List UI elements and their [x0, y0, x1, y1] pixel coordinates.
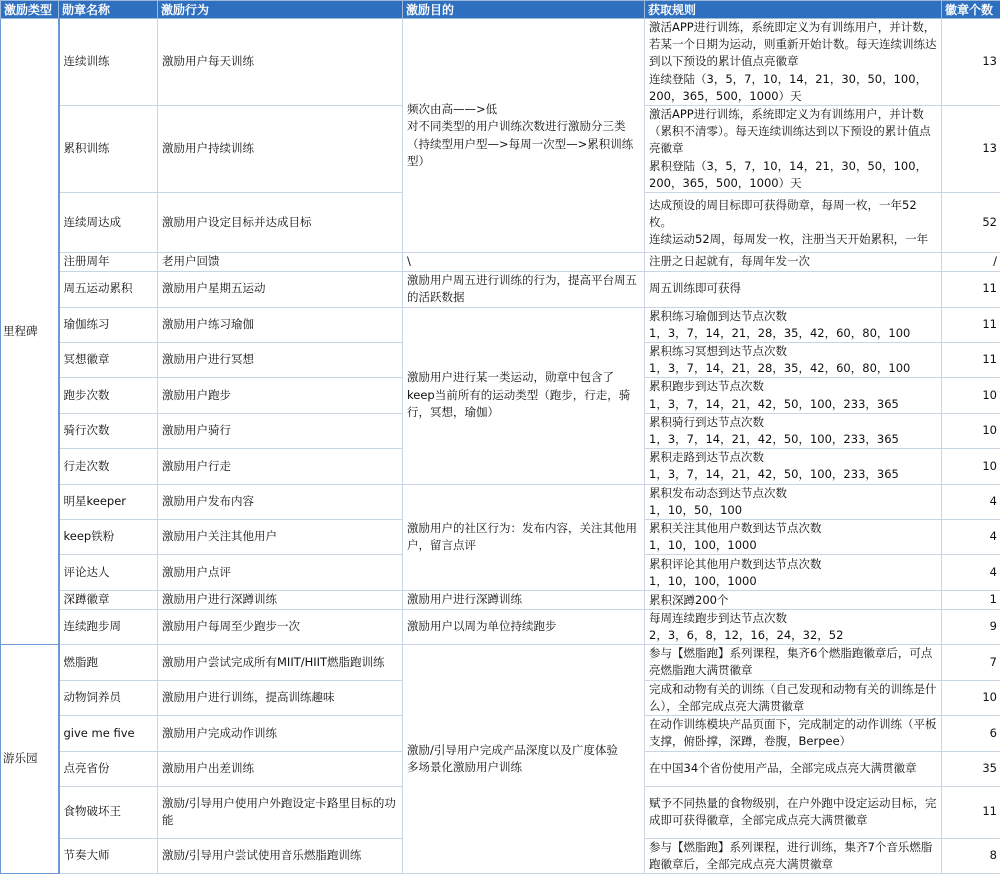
category-cell: 游乐园	[1, 645, 59, 874]
rule-cell: 累积骑行到达节点次数 1，3，7，14，21，42，50，100，233，365	[645, 413, 942, 448]
badge-name-cell: 累积训练	[59, 106, 158, 193]
rule-cell: 累积练习瑜伽到达节点次数 1，3，7，14，21，28，35，42，60，80，100	[645, 307, 942, 342]
badge-name-cell: 深蹲徽章	[59, 591, 158, 610]
badge-name-cell: 明星keeper	[59, 484, 158, 519]
rule-cell: 累积深蹲200个	[645, 591, 942, 610]
action-cell: 激励/引导用户尝试使用音乐燃脂跑训练	[158, 838, 403, 873]
badge-name-cell: keep铁粉	[59, 519, 158, 554]
purpose-cell: 激励用户的社区行为：发布内容，关注其他用户，留言点评	[403, 484, 645, 591]
action-cell: 激励用户进行训练，提高训练趣味	[158, 680, 403, 715]
action-cell: 激励用户跑步	[158, 378, 403, 413]
purpose-cell: 激励用户以周为单位持续跑步	[403, 609, 645, 644]
count-cell: 11	[942, 786, 1000, 838]
rule-cell: 累积练习冥想到达节点次数 1，3，7，14，21，28，35，42，60，80，100	[645, 342, 942, 377]
rule-cell: 达成预设的周目标即可获得勋章，每周一枚，一年52枚。 连续运动52周，每周发一枚，注册当天开始累积，一年	[645, 193, 942, 253]
action-cell: 激励用户出差训练	[158, 751, 403, 786]
action-cell: 激励用户点评	[158, 555, 403, 591]
action-cell: 激励用户尝试完成所有MIIT/HIIT燃脂跑训练	[158, 645, 403, 680]
rule-cell: 在中国34个省份使用产品，全部完成点亮大满贯徽章	[645, 751, 942, 786]
badge-name-cell: 骑行次数	[59, 413, 158, 448]
action-cell: 激励用户练习瑜伽	[158, 307, 403, 342]
header-action: 激励行为	[158, 1, 403, 19]
header-purpose: 激励目的	[403, 1, 645, 19]
action-cell: 激励用户骑行	[158, 413, 403, 448]
table-row	[1, 609, 1000, 644]
rule-cell: 累积跑步到达节点次数 1，3，7，14，21，42，50，100，233，365	[645, 378, 942, 413]
action-cell: 激励用户关注其他用户	[158, 519, 403, 554]
count-cell: 1	[942, 591, 1000, 610]
action-cell: 激励用户每周至少跑步一次	[158, 609, 403, 644]
action-cell: 激励用户星期五运动	[158, 271, 403, 307]
action-cell: 激励用户进行冥想	[158, 342, 403, 377]
badge-name-cell: 连续周达成	[59, 193, 158, 253]
rule-cell: 赋予不同热量的食物级别，在户外跑中设定运动目标，完成即可获得徽章，全部完成点亮大满贯徽章	[645, 786, 942, 838]
badge-name-cell: 瑜伽练习	[59, 307, 158, 342]
purpose-cell: 频次由高——>低 对不同类型的用户训练次数进行激励分三类 （持续型用户型—>每周一次型—>累积训练型）	[403, 19, 645, 253]
rule-cell: 激活APP进行训练，系统即定义为有训练用户，并计数，若某一个日期为运动，则重新开始计数。每天连续训练达到以下预设的累计值点亮徽章 连续登陆（3，5，7，10，14，21，30，50，100，200，365，500，1000）天	[645, 19, 942, 106]
table-row	[1, 591, 1000, 610]
count-cell: 52	[942, 193, 1000, 253]
table-row	[1, 645, 1000, 680]
action-cell: 激励用户设定目标并达成目标	[158, 193, 403, 253]
action-cell: 激励用户完成动作训练	[158, 716, 403, 751]
count-cell: 10	[942, 413, 1000, 448]
badge-name-cell: 周五运动累积	[59, 271, 158, 307]
action-cell: 老用户回馈	[158, 253, 403, 272]
category-cell: 里程碑	[1, 19, 59, 645]
count-cell: 6	[942, 716, 1000, 751]
action-cell: 激励用户发布内容	[158, 484, 403, 519]
count-cell: 10	[942, 378, 1000, 413]
table-row	[1, 253, 1000, 272]
count-cell: 9	[942, 609, 1000, 644]
badge-name-cell: 注册周年	[59, 253, 158, 272]
count-cell: 11	[942, 271, 1000, 307]
count-cell: 4	[942, 484, 1000, 519]
table-row	[1, 19, 1000, 106]
header-name: 勋章名称	[59, 1, 158, 19]
badge-name-cell: 动物饲养员	[59, 680, 158, 715]
count-cell: /	[942, 253, 1000, 272]
table-row	[1, 484, 1000, 519]
badge-name-cell: 节奏大师	[59, 838, 158, 873]
action-cell: 激励用户行走	[158, 449, 403, 484]
badge-name-cell: 连续跑步周	[59, 609, 158, 644]
badge-name-cell: 冥想徽章	[59, 342, 158, 377]
rule-cell: 累积走路到达节点次数 1，3，7，14，21，42，50，100，233，365	[645, 449, 942, 484]
action-cell: 激励/引导用户使用户外跑设定卡路里目标的功能	[158, 786, 403, 838]
badge-name-cell: 点亮省份	[59, 751, 158, 786]
count-cell: 11	[942, 307, 1000, 342]
rule-cell: 在动作训练模块产品页面下，完成制定的动作训练（平板支撑，俯卧撑，深蹲，卷腹，Berpee）	[645, 716, 942, 751]
rule-cell: 激活APP进行训练，系统即定义为有训练用户，并计数（累积不清零）。每天连续训练达到以下预设的累计值点亮徽章 累积登陆（3，5，7，10，14，21，30，50，100，200，365，500，1000）天	[645, 106, 942, 193]
purpose-cell: \	[403, 253, 645, 272]
action-cell: 激励用户持续训练	[158, 106, 403, 193]
rule-cell: 周五训练即可获得	[645, 271, 942, 307]
count-cell: 35	[942, 751, 1000, 786]
badge-name-cell: 燃脂跑	[59, 645, 158, 680]
rule-cell: 每周连续跑步到达节点次数 2，3，6，8，12，16，24，32，52	[645, 609, 942, 644]
rule-cell: 参与【燃脂跑】系列课程，进行训练，集齐7个音乐燃脂跑徽章后，全部完成点亮大满贯徽章	[645, 838, 942, 873]
rule-cell: 累积关注其他用户数到达节点次数 1，10，100，1000	[645, 519, 942, 554]
count-cell: 4	[942, 519, 1000, 554]
count-cell: 13	[942, 19, 1000, 106]
purpose-cell: 激励用户进行深蹲训练	[403, 591, 645, 610]
header-type: 激励类型	[1, 1, 59, 19]
badge-name-cell: 连续训练	[59, 19, 158, 106]
rule-cell: 参与【燃脂跑】系列课程，集齐6个燃脂跑徽章后，可点亮燃脂跑大满贯徽章	[645, 645, 942, 680]
purpose-cell: 激励/引导用户完成产品深度以及广度体验 多场景化激励用户训练	[403, 645, 645, 874]
badge-name-cell: 评论达人	[59, 555, 158, 591]
count-cell: 7	[942, 645, 1000, 680]
header-row	[1, 1, 1000, 19]
rule-cell: 完成和动物有关的训练（自己发现和动物有关的训练是什么），全部完成点亮大满贯徽章	[645, 680, 942, 715]
count-cell: 8	[942, 838, 1000, 873]
purpose-cell: 激励用户周五进行训练的行为，提高平台周五的活跃数据	[403, 271, 645, 307]
count-cell: 11	[942, 342, 1000, 377]
action-cell: 激励用户每天训练	[158, 19, 403, 106]
rule-cell: 累积评论其他用户数到达节点次数 1，10，100，1000	[645, 555, 942, 591]
badge-name-cell: 跑步次数	[59, 378, 158, 413]
rule-cell: 注册之日起就有，每周年发一次	[645, 253, 942, 272]
count-cell: 4	[942, 555, 1000, 591]
table-row	[1, 271, 1000, 307]
header-rule: 获取规则	[645, 1, 942, 19]
badge-name-cell: give me five	[59, 716, 158, 751]
rule-cell: 累积发布动态到达节点次数 1，10，50，100	[645, 484, 942, 519]
action-cell: 激励用户进行深蹲训练	[158, 591, 403, 610]
badge-name-cell: 行走次数	[59, 449, 158, 484]
header-count: 徽章个数	[942, 1, 1000, 19]
count-cell: 10	[942, 449, 1000, 484]
count-cell: 13	[942, 106, 1000, 193]
badge-name-cell: 食物破坏王	[59, 786, 158, 838]
table-row	[1, 307, 1000, 342]
purpose-cell: 激励用户进行某一类运动，勋章中包含了keep当前所有的运动类型（跑步，行走，骑行，冥想，瑜伽）	[403, 307, 645, 484]
count-cell: 10	[942, 680, 1000, 715]
